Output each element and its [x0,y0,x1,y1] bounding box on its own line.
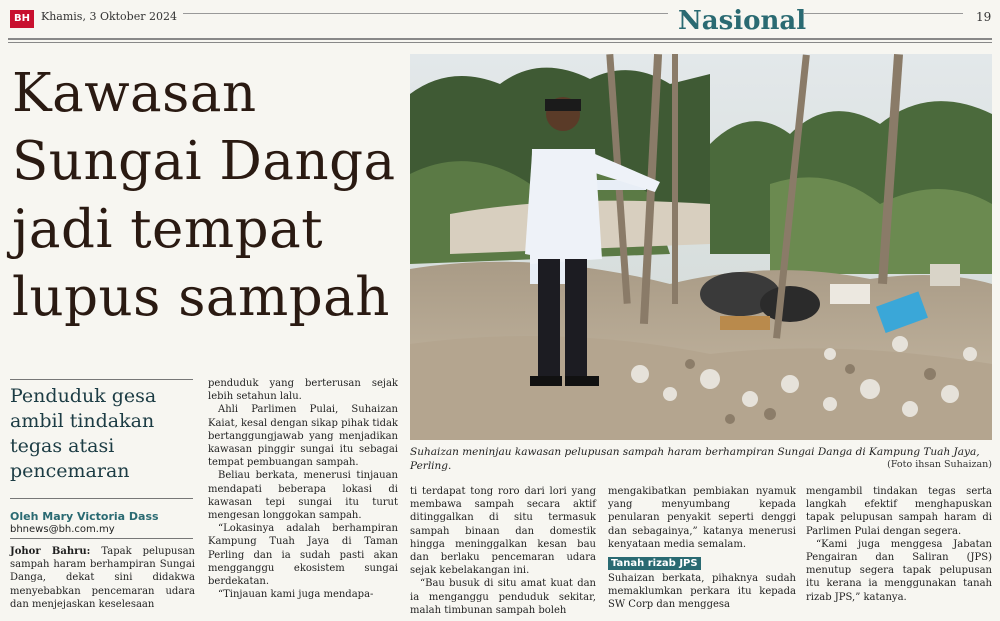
photo-caption: Suhaizan meninjau kawasan pelupusan sampah haram berhampiran Sungai Danga di Kampung Tuah Jaya, Perling. [410,446,980,472]
article-paragraph: mengambil tindakan tegas serta langkah efektif menghapuskan tapak pelupusan sampah haram di Parlimen Pulai dengan segera. [806,486,992,537]
paragraph-text: Tapak pelupusan sampah haram berhampiran Sungai Danga, dekat sini didakwa menyebabkan pencemaran udara dan menjejaskan keselesaan [10,546,195,610]
article-column-4 [608,485,796,612]
article-paragraph: “Tinjauan kami juga mendapa- [218,589,374,601]
subsection-heading: Tanah rizab JPS [608,557,701,570]
article-paragraph: “Lokasinya adalah berhampiran Kampung Tuah Jaya di Taman Perling dan ia sudah pasti akan mengganggu ekosistem sungai berdekatan. [208,523,398,588]
headline: Kawasan Sungai Danga jadi tempat lupus sampah [12,63,396,328]
bh-logo[interactable]: BH [10,10,34,28]
byline-rule [10,538,193,539]
masthead-rule [183,13,668,14]
masthead-rule-right [803,13,963,14]
article-paragraph [10,545,195,611]
article-column-3 [410,485,596,617]
section-title: Nasional [678,6,807,36]
article-paragraph: ti terdapat tong roro dari lori yang membawa sampah secara aktif ditinggalkan di situ termasuk sampah binaan dan domestik hingga meninggalkan kesan bau dan berlaku pencemaran udara sejak kebelakangan ini. [410,486,596,577]
article-paragraph: Beliau berkata, menerusi tinjauan mendapati beberapa lokasi di kawasan tepi sungai itu turut mengesan longgokan sampah. [208,470,398,522]
article-paragraph: Ahli Parlimen Pulai, Suhaizan Kaiat, kesal dengan sikap pihak tidak bertanggungjawab yang menjadikan kawasan pinggir sungai itu sebagai tempat pembuangan sampah. [208,404,398,469]
masthead [8,6,992,42]
byline-author: Oleh Mary Victoria Dass [10,510,159,523]
article-column-5 [806,485,992,604]
byline-email[interactable]: bhnews@bh.com.my [10,524,115,535]
article-paragraph: “Bau busuk di situ amat kuat dan ia menganggu penduduk sekitar, malah timbunan sampah boleh [410,578,596,616]
photo-illustration [410,54,992,440]
photo-credit: (Foto ihsan Suhaizan) [887,459,992,470]
article-paragraph: penduduk yang berterusan sejak lebih setahun lalu. [208,378,398,403]
subhead: Penduduk gesa ambil tindakan tegas atasi pencemaran [10,385,157,482]
article-paragraph: mengakibatkan pembiakan nyamuk yang menyumbang kepada penularan penyakit seperti denggi dan sebagainya,” katanya menerusi kenyataan media semalam. [608,486,796,550]
subhead-rule-bottom [10,498,193,499]
article-paragraph: Suhaizan berkata, pihaknya sudah memaklumkan perkara itu kepada SW Corp dan menggesa [608,573,796,611]
article-paragraph: “Kami juga menggesa Jabatan Pengairan dan Saliran (JPS) menutup segera tapak pelupusan itu kerana ia menggunakan tanah rizab JPS,” katanya. [806,538,992,603]
article-column-2 [208,377,398,601]
issue-date: Khamis, 3 Oktober 2024 [41,10,177,23]
article-photo [410,54,992,440]
page-number: 19 [976,10,992,24]
article-column-1 [10,545,195,611]
dateline: Johor Bahru: [10,546,91,557]
masthead-double-rule [8,38,992,43]
subhead-rule-top [10,379,193,380]
